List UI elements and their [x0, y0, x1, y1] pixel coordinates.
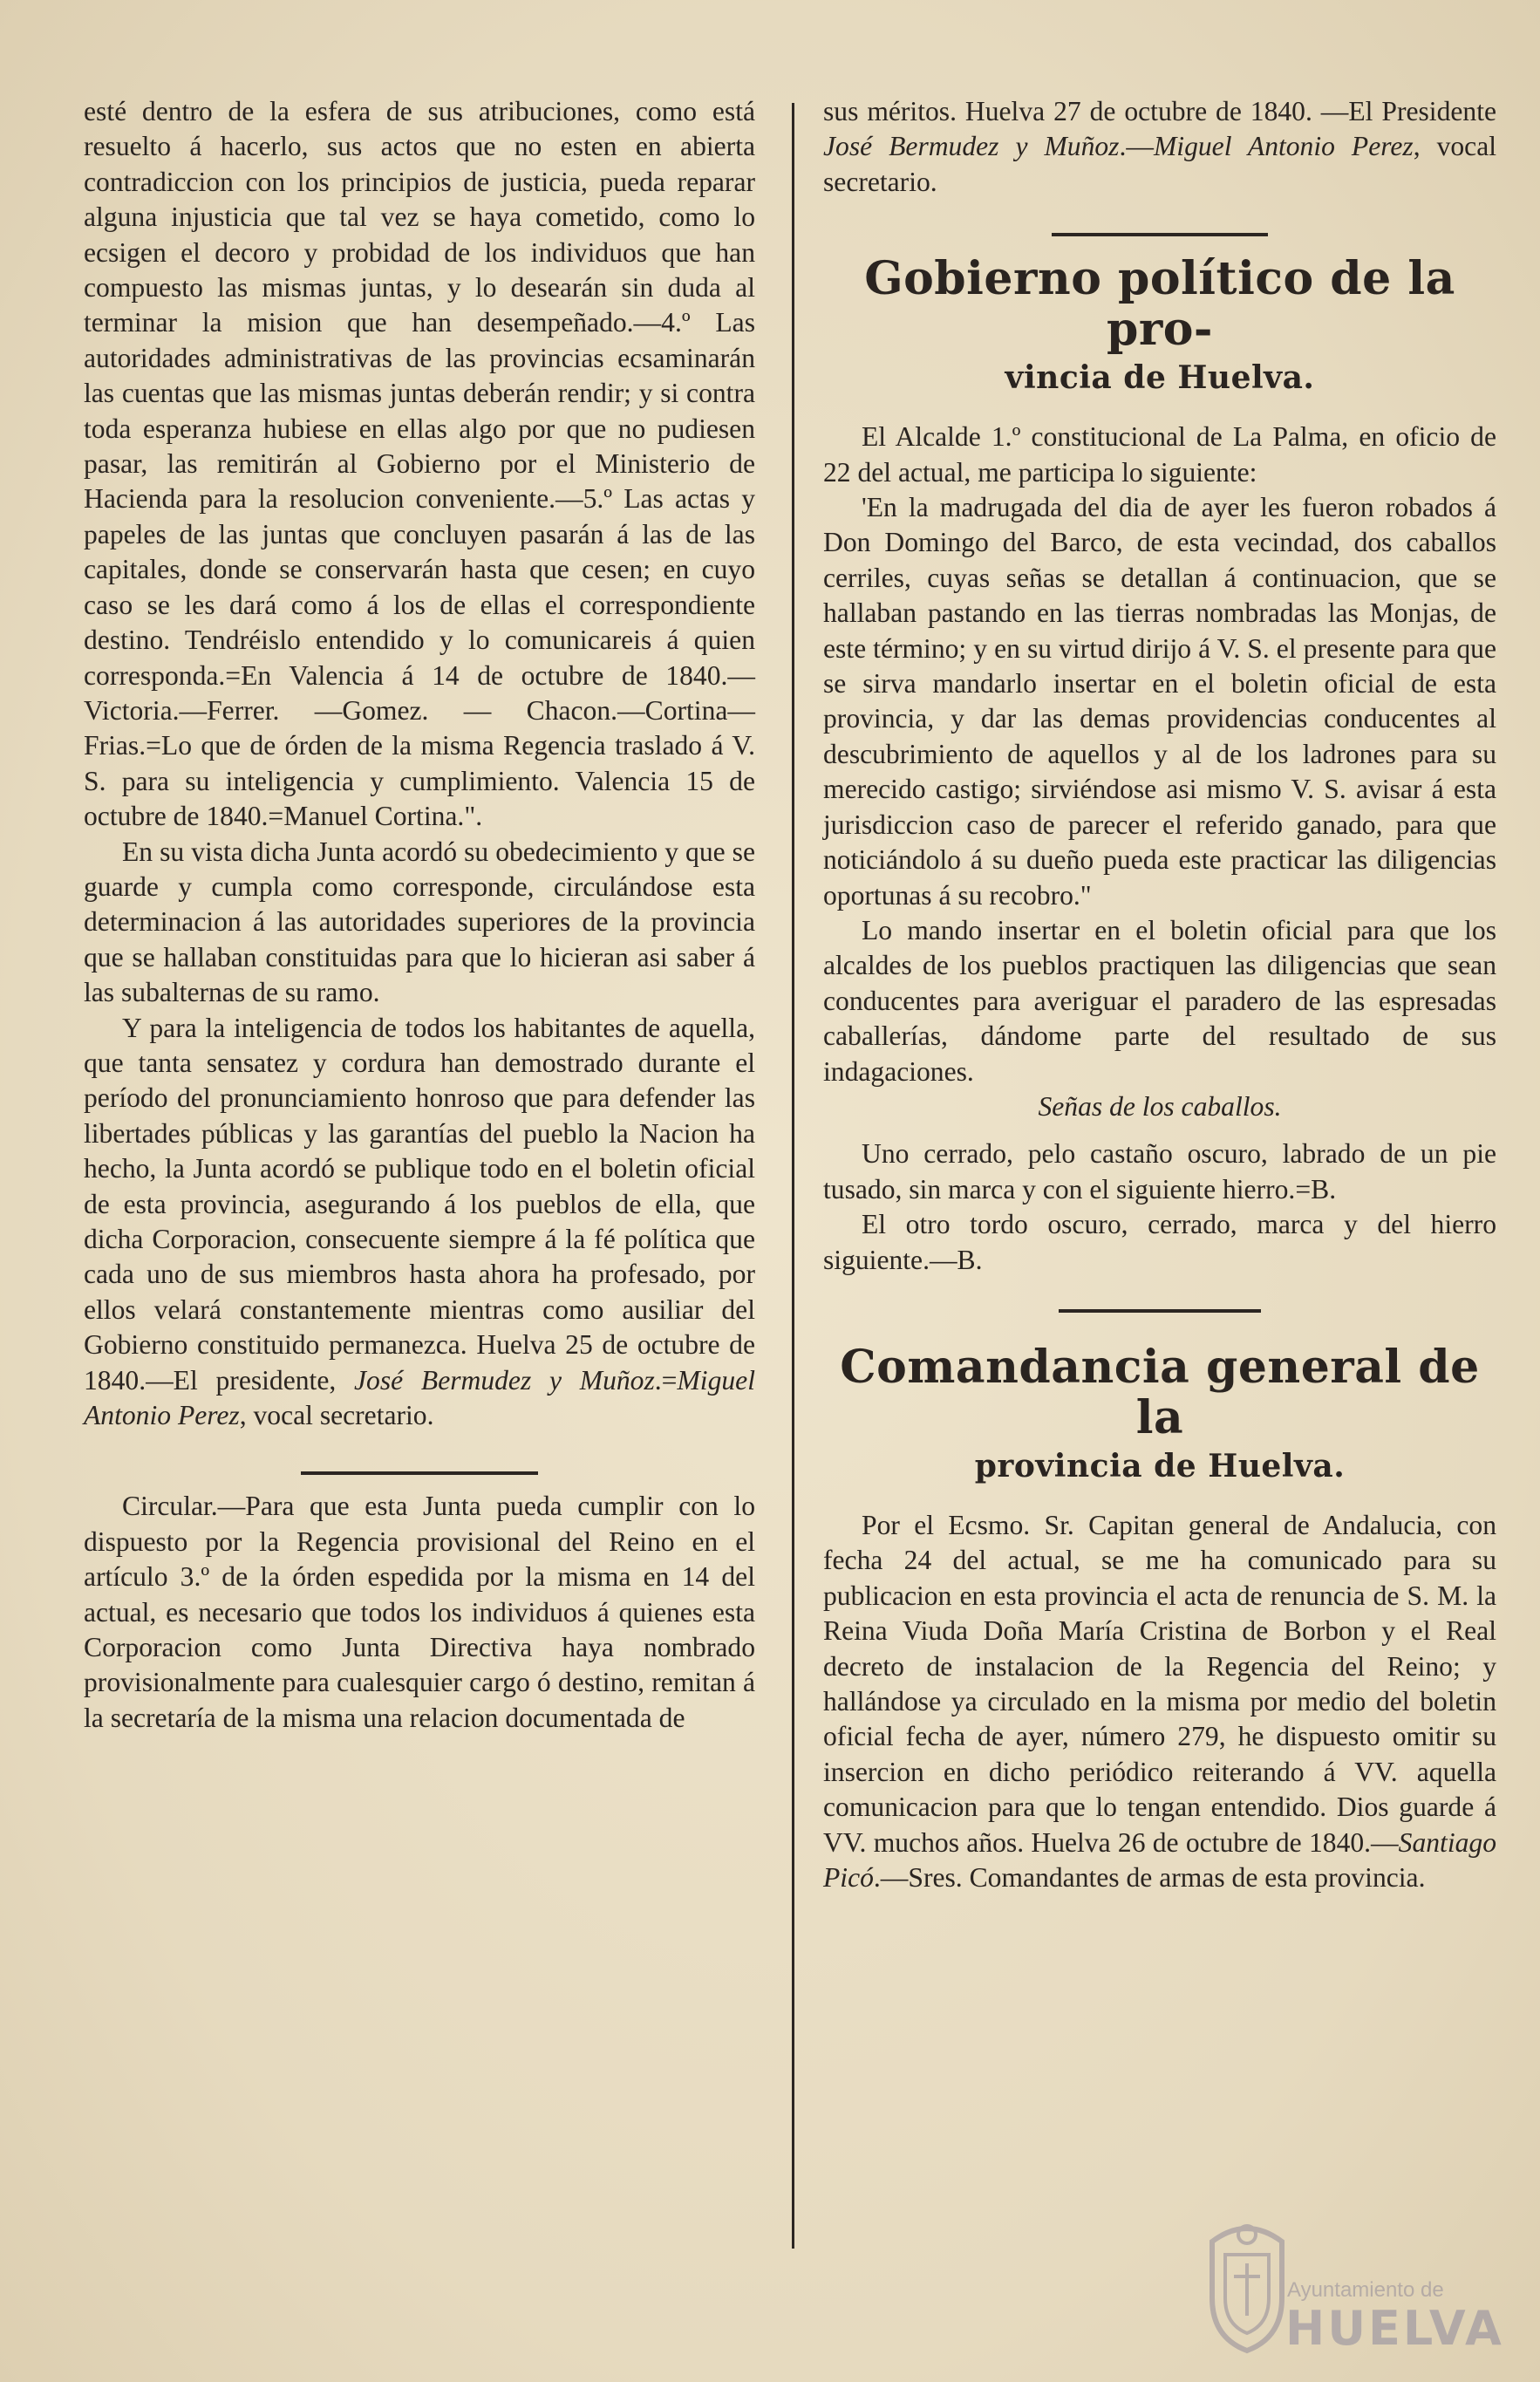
publication-text: Y para la inteligencia de todos los habitantes de aquella, que tanta sensatez y cordura han demostrado durante el período del pronunciamiento honroso que para defender las libertades públicas y las garantías del pueblo la Nacion ha hecho, la Junta acordó se publique todo en el boletin oficial de esta provincia, asegurando á los pueblos de ella, que dicha Corporacion, consecuente siempre á la fé política que cada uno de sus miembros hasta ahora ha profesado, por ellos velará constantemente mientras como ausiliar del Gobierno constituido permanezca. Huelva 25 de octubre de 1840.—El presidente,	[84, 1012, 755, 1396]
left-paragraph-decree: esté dentro de la esfera de sus atribuciones, como está resuelto á hacerlo, sus actos que no esten en abierta contradiccion con los principios de justicia, pueda reparar alguna injusticia que tal vez se haya cometido, como lo ecsigen el decoro y probidad de los individuos que han compuesto las mismas juntas, y lo desearán sin duda al terminar la mision que han desempeñado.—4.º Las autoridades administrativas de las provincias ecsaminarán las cuentas que las mismas juntas deberán rendir; y si contra toda esperanza hubiese en ellas algo por que no pudiesen pasar, las remitirán al Gobierno por el Ministerio de Hacienda para la resolucion conveniente.—5.º Las actas y papeles de las juntas que concluyen pasarán á las de las capitales, donde se conservarán hasta que cesen; en cuyo caso se les dará como á los de ellas el correspondiente destino. Tendréislo entendido y lo comunicareis á quien corresponda.=En Valencia á 14 de octubre de 1840.—Victoria.—Ferrer. —Gomez. — Chacon.—Cortina—Frias.=Lo que de órden de la misma Regencia traslado á V. S. para su inteligencia y cumplimiento. Valencia 15 de octubre de 1840.=Manuel Cortina.".	[84, 96, 755, 832]
heading-comandancia-line1: Comandancia general de la	[840, 1340, 1480, 1444]
secretary-name: Miguel Antonio Perez	[1153, 131, 1414, 162]
right-paragraph-alcalde: El Alcalde 1.º constitucional de La Palma, en oficio de 22 del actual, me participa lo siguiente:	[823, 421, 1496, 488]
section-divider	[1059, 1309, 1261, 1313]
right-paragraph-robbery-report: 'En la madrugada del dia de ayer les fueron robados á Don Domingo del Barco, de esta vecindad, dos caballos cerriles, cuyas señas se detallan á continuacion, que se hallaban pastando en las tierras nombradas las Monjas, de este término; y en su virtud dirijo á V. S. el presente para que se sirva mandarlo insertar en el boletin oficial de esta provincia, y dar las demas providencias conducentes al descubrimiento de aquellos y al de los ladrones para su merecido castigo; sirviéndose asi mismo V. S. avisar á esta jurisdiccion caso de parecer el referido ganado, para que noticiándolo á su dueño pueda este practicar las diligencias oportunas á su recobro."	[823, 492, 1496, 911]
continuation-text: sus méritos. Huelva 27 de octubre de 1840. —El Presidente	[823, 96, 1496, 126]
secretary-title: , vocal secretario.	[239, 1400, 434, 1431]
archive-watermark	[1195, 2215, 1504, 2364]
right-paragraph-order: Lo mando insertar en el boletin oficial para que los alcaldes de los pueblos practiquen las diligencias que sean conducentes para averiguar el paradero de las espresadas caballerías, dándome parte del resultado de sus indagaciones.	[823, 914, 1496, 1087]
signature-separator: .—	[1119, 131, 1154, 162]
right-paragraph-horse-one: Uno cerrado, pelo castaño oscuro, labrado de un pie tusado, sin marca y con el siguiente hierro.=B.	[823, 1138, 1496, 1205]
right-paragraph-continuation	[823, 94, 1496, 200]
heading-gobierno-line1: Gobierno político de la pro-	[864, 252, 1455, 357]
heading-gobierno-line2: vincia de Huelva.	[1005, 359, 1315, 397]
closing-text: .—Sres. Comandantes de armas de esta provincia.	[873, 1862, 1426, 1894]
president-name: José Bermudez y Muñoz	[354, 1364, 655, 1396]
president-name: José Bermudez y Muñoz	[823, 131, 1120, 162]
watermark-line2: HUELVA	[1285, 2301, 1504, 2356]
subheading-horse-descriptions: Señas de los caballos.	[1038, 1090, 1282, 1122]
secretary-name: Miguel Antonio Perez	[84, 1364, 755, 1431]
right-paragraph-horse-two: El otro tordo oscuro, cerrado, marca y del hierro siguiente.—B.	[823, 1209, 1496, 1275]
column-divider	[792, 103, 794, 2249]
left-paragraph-obedience: En su vista dicha Junta acordó su obedecimiento y que se guarde y cumpla como corresponde, circulándose esta determinacion á las autoridades superiores de la provincia que se hallaban constituidas para que lo hicieran asi saber á las subalternas de su ramo.	[84, 836, 755, 1008]
coat-of-arms-icon	[1195, 2215, 1299, 2355]
left-paragraph-publication	[84, 1011, 755, 1434]
secretary-title: , vocal secretario.	[823, 131, 1496, 197]
left-column	[84, 94, 755, 1736]
heading-gobierno-politico	[823, 254, 1496, 397]
section-divider	[301, 1471, 538, 1475]
heading-comandancia-line2: provincia de Huelva.	[974, 1447, 1346, 1484]
capitan-general-text: Por el Ecsmo. Sr. Capitan general de Andalucia, con fecha 24 del actual, se me ha comunicado para su publicacion en esta provincia el acta de renuncia de S. M. la Reina Viuda Doña María Cristina de Borbon y el Real decreto de instalacion de la Regencia del Reino; y hallándose ya circulado en la misma por medio del boletin oficial fecha de ayer, número 279, he dispuesto omitir su insercion en dicho periódico reiterando á VV. aquella comunicacion para que lo tengan entendido. Dios guarde á VV. muchos años. Huelva 26 de octubre de 1840.—	[823, 1509, 1496, 1858]
watermark-line1: Ayuntamiento de	[1287, 2278, 1444, 2302]
heading-comandancia-general	[823, 1342, 1496, 1485]
right-paragraph-capitan-general	[823, 1508, 1496, 1895]
right-column	[823, 94, 1496, 1895]
section-divider	[1052, 233, 1268, 236]
signer-name: Santiago Picó	[823, 1826, 1496, 1894]
left-paragraph-circular: Circular.—Para que esta Junta pueda cumplir con lo dispuesto por la Regencia provisional del Reino en el artículo 3.º de la órden espedida por la misma en 14 del actual, es necesario que todos los individuos á quienes esta Corporacion como Junta Directiva haya nombrado provisionalmente para cualesquier cargo ó destino, remitan á la secretaría de la misma una relacion documentada de	[84, 1491, 755, 1733]
signature-separator: .=	[654, 1364, 678, 1396]
